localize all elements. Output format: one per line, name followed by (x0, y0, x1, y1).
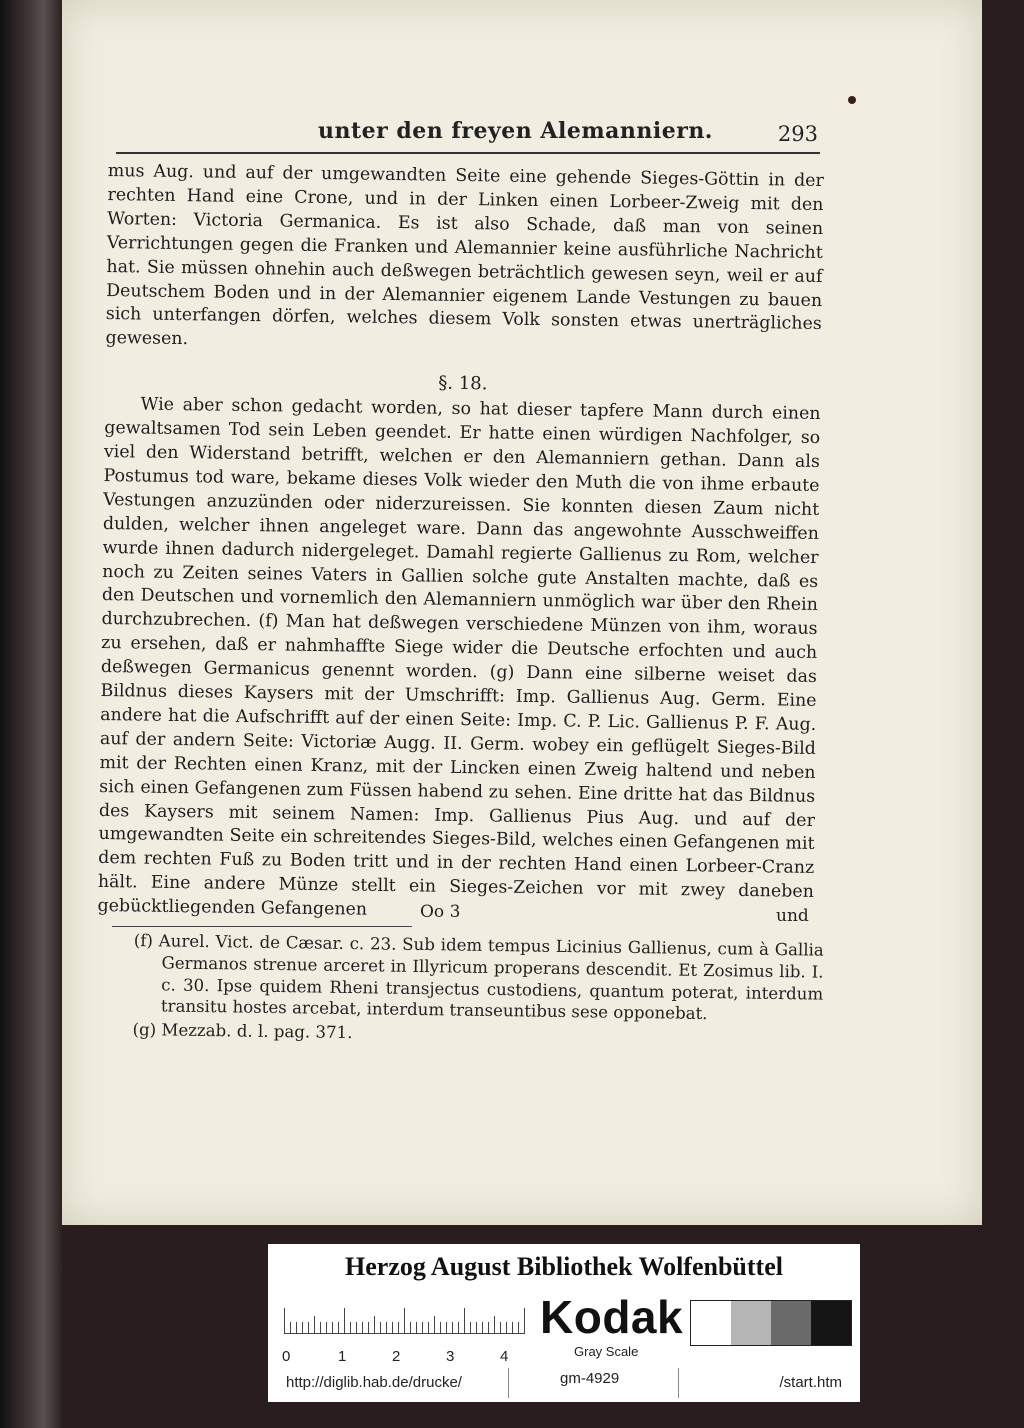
gray-scale-label: Gray Scale (574, 1344, 639, 1359)
page-number: 293 (777, 122, 818, 146)
start-url: /start.htm (779, 1374, 842, 1391)
running-head: unter den freyen Alemanniern. (318, 118, 713, 144)
divider (678, 1368, 679, 1398)
ruler-tick (446, 1322, 447, 1334)
url-row (268, 1368, 860, 1398)
ruler-tick (308, 1322, 309, 1334)
base-url: http://diglib.hab.de/drucke/ (286, 1374, 462, 1391)
ruler-tick (356, 1322, 357, 1334)
paragraph: Wie aber schon gedacht worden, so hat dieser tapfere Mann durch einen gewaltsamen Tod sein Leben geendet. Er hatte einen würdigen Nachfolger, so viel den Widerstand betrifft, welchen er den Alemanniern gethan. Dann als Postumus tod ware, bekame dieses Volk wieder den Muth die von ihme erbaute Vestungen anzuzünden oder niderzureissen. Sie konnten diesen Zaum nicht dulden, welcher ihnen angeleget ware. Dann das angewohnte Ausschweiffen wurde ihnen dadurch nidergeleget. Damahl regierte Gallienus zu Rom, welcher noch zu Zeiten seines Vaters in Gallien solche gute Anstalten machte, daß es den Deutschen und vornemlich den Alemanniern unmöglich war über den Rhein durchzubrechen. (f) Man hat deßwegen verschiedene Münzen von ihm, woraus zu ersehen, daß er nahmhaffte Siege wider die Deutsche erfochten und auch deßwegen Germanicus genennt worden. (g) Dann eine silberne weiset das Bildnus dieses Kaysers mit der Umschrifft: Imp. Gallienus Aug. Germ. Eine andere hat die Aufschrifft auf der einen Seite: Imp. C. P. Lic. Gallienus P. F. Aug. auf der andern Seite: Victoriæ Augg. II. Germ. wobey ein geflügelt Sieges-Bild mit der Rechten einen Kranz, mit der Lincken einen Zweig haltend und neben sich einen Gefangenen zum Füssen habend zu sehen. Eine dritte hat das Bildnus des Kaysers mit seinem Namen: Imp. Gallienus Pius Aug. und auf der umgewandten Seite ein schreitendes Sieges-Bild, welches einen Gefangenen mit dem rechten Fuß zu Boden tritt und in der rechten Hand einen Lorbeer-Cranz hält. Eine andere Münze stellt ein Sieges-Zeichen vor mit zwey daneben gebücktliegenden Gefangenen (97, 394, 821, 920)
ruler-tick (314, 1316, 315, 1334)
swatch-dark-gray (771, 1301, 811, 1345)
library-card (268, 1244, 860, 1402)
main-text (97, 160, 824, 929)
ruler-tick (464, 1308, 465, 1334)
ruler-tick (470, 1322, 471, 1334)
ruler-tick (518, 1322, 519, 1334)
ruler-tick (434, 1316, 435, 1334)
header-rule (116, 152, 820, 154)
ruler-tick (494, 1316, 495, 1334)
scale-label: 4 (500, 1348, 509, 1365)
scale-label: 1 (338, 1348, 347, 1365)
ruler-tick (320, 1322, 321, 1334)
kodak-logo: Kodak (540, 1291, 684, 1343)
footnote-g: (g) Mezzab. d. l. pag. 371. (132, 1020, 353, 1043)
ruler-tick (332, 1322, 333, 1334)
ruler-tick (410, 1322, 411, 1334)
swatch-light-gray (731, 1301, 771, 1345)
ruler-tick (398, 1322, 399, 1334)
signature-mark: Oo 3 (420, 902, 461, 922)
divider (508, 1368, 509, 1398)
ruler-tick (338, 1322, 339, 1334)
scale-label: 2 (392, 1348, 401, 1365)
swatch-black (811, 1301, 851, 1345)
scale-label: 0 (282, 1348, 291, 1365)
ruler-tick (476, 1322, 477, 1334)
ruler-scale (282, 1298, 544, 1365)
gray-swatches (690, 1300, 852, 1346)
ruler-tick (326, 1322, 327, 1334)
ruler-tick (452, 1322, 453, 1334)
ruler-tick (284, 1308, 285, 1334)
ruler-tick (290, 1322, 291, 1334)
footnote-f: (f) Aurel. Vict. de Cæsar. c. 23. Sub idem tempus Licinius Gallienus, cum à Gallia Germanos strenue arceret in Illyricum properans descendit. Et Zosimus lib. I. c. 30. Ipse quidem Rheni transjectus custodiens, quantum poterat, interdum transitu hostes arcebat, interdum transeuntibus sese opponebat. (133, 930, 824, 1024)
ruler-tick (344, 1308, 345, 1334)
footnotes (132, 930, 824, 1053)
ruler-tick (296, 1322, 297, 1334)
ruler-tick (512, 1322, 513, 1334)
shelfmark: gm-4929 (560, 1370, 620, 1387)
ruler-tick (374, 1316, 375, 1334)
library-name: Herzog August Bibliothek Wolfenbüttel (345, 1252, 783, 1281)
ruler-tick (380, 1322, 381, 1334)
ruler-tick (440, 1322, 441, 1334)
page-header (118, 118, 818, 152)
ruler-tick (302, 1322, 303, 1334)
ruler-tick (350, 1322, 351, 1334)
ruler-tick (506, 1322, 507, 1334)
paragraph: mus Aug. und auf der umgewandten Seite eine gehende Sieges-Göttin in der rechten Hand eine Crone, und in der Linken einen Lorbeer-Zweig mit den Worten: Victoria Germanica. Es ist also Schade, daß man von seinen Verrichtungen gegen die Franken und Alemannier keine ausführliche Nachricht hat. Sie müssen ohnehin auch deßwegen beträchtlich gewesen seyn, weil er auf Deutschem Boden und in der Alemannier eigenem Lande Vestungen zu bauen sich unterfangen dörfen, welches diesem Volk sonsten etwas unerträgliches gewesen. (105, 160, 824, 350)
footnote-rule (112, 926, 412, 927)
ruler-tick (392, 1322, 393, 1334)
ruler-tick (404, 1308, 405, 1334)
ruler-tick (416, 1322, 417, 1334)
ruler-tick (482, 1322, 483, 1334)
ink-spot (848, 96, 856, 104)
ruler-tick (362, 1322, 363, 1334)
ruler-tick (368, 1322, 369, 1334)
swatch-white (691, 1301, 731, 1345)
ruler-tick (458, 1322, 459, 1334)
ruler-tick (488, 1322, 489, 1334)
section-heading: §. 18. (438, 372, 488, 395)
catchword: und (776, 906, 809, 926)
ruler-tick (524, 1308, 525, 1334)
scale-label: 3 (446, 1348, 455, 1365)
ruler-tick (500, 1322, 501, 1334)
ruler-tick (422, 1322, 423, 1334)
scan-edge (0, 0, 62, 1428)
ruler-tick (386, 1322, 387, 1334)
ruler-tick (428, 1322, 429, 1334)
